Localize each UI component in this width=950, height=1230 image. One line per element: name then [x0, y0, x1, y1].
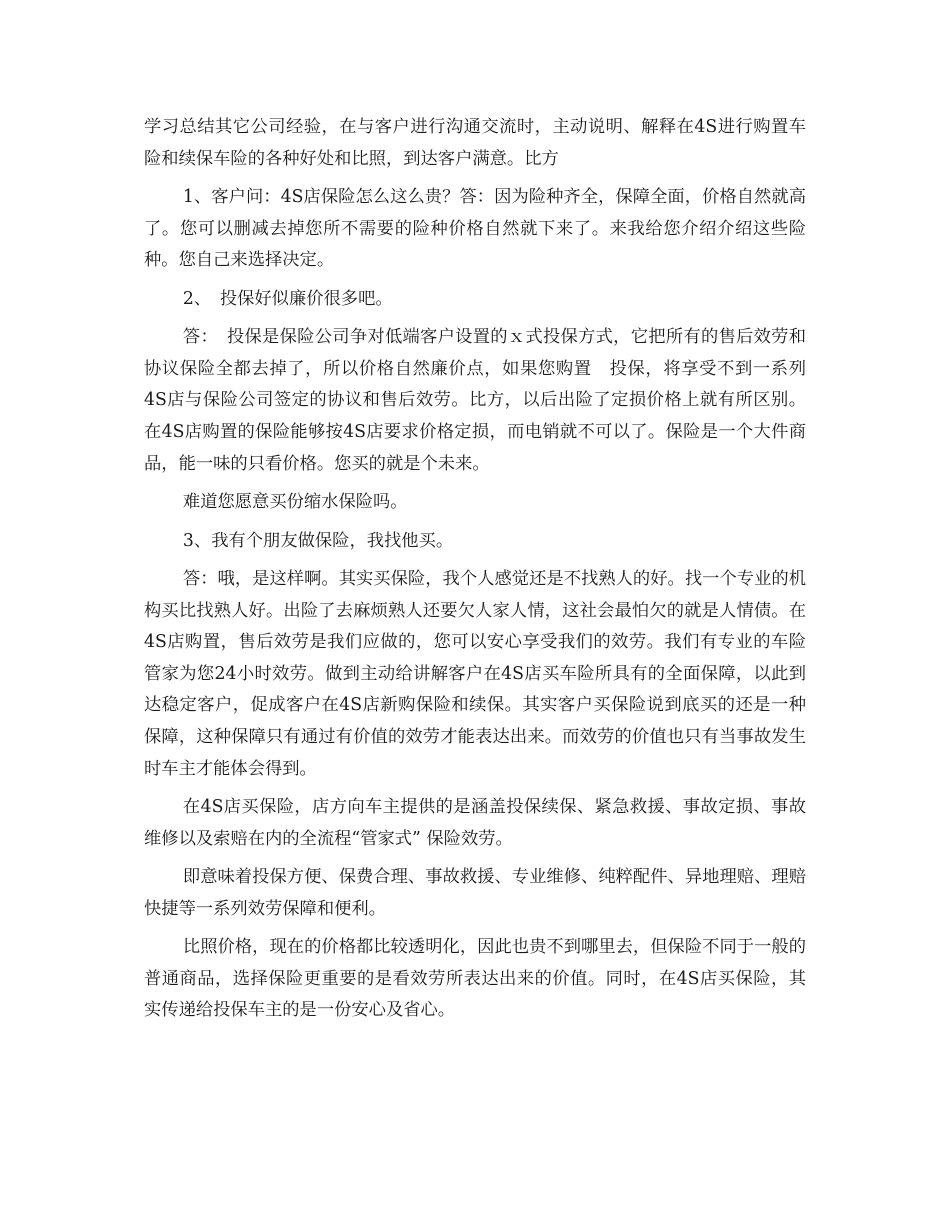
paragraph-4s-service: 在4S店买保险，店方向车主提供的是涵盖投保续保、紧急救援、事故定损、事故维修以及索赔在内的全流程“管家式” 保险效劳。 [144, 797, 806, 849]
paragraph-question-1: 1、客户问：4S店保险怎么这么贵？答：因为险种齐全，保障全面，价格自然就高了。您可以删减去掉您所不需要的险种价格自然就下来了。来我给您介绍介绍这些险种。您自己来选择决定。 [144, 187, 806, 271]
paragraph-answer-2: 答： 投保是保险公司争对低端客户设置的ｘ式投保方式，它把所有的售后效劳和协议保险全都去掉了，所以价格自然廉价点，如果您购置 投保，将享受不到一系列4S店与保险公司签定的协议和售后效劳。比方，以后出险了定损价格上就有所区别。在4S店购置的保险能够按4S店要求价格定损，而电销就不可以了。保险是一个大件商品，能一味的只看价格。您买的就是个未来。 [144, 327, 806, 474]
paragraph-question-2: 2、 投保好似廉价很多吧。 [182, 288, 393, 309]
paragraph-price-compare: 比照价格，现在的价格都比较透明化，因此也贵不到哪里去，但保险不同于一般的普通商品，选择保险更重要的是看效劳所表达出来的价值。同时，在4S店买保险，其实传递给投保车主的是一份安心及省心。 [144, 937, 806, 1021]
document-body [144, 112, 806, 1034]
paragraph-shrink-insurance: 难道您愿意买份缩水保险吗。 [182, 492, 408, 513]
paragraph-benefits: 即意味着投保方便、保费合理、事故救援、专业维修、纯粹配件、异地理赔、理赔快捷等一系列效劳保障和便利。 [144, 867, 806, 919]
paragraph-intro: 学习总结其它公司经验，在与客户进行沟通交流时，主动说明、解释在4S进行购置车险和续保车险的各种好处和比照，到达客户满意。比方 [144, 117, 806, 169]
paragraph-question-3: 3、我有个朋友做保险，我找他买。 [182, 530, 454, 551]
paragraph-answer-3: 答：哦，是这样啊。其实买保险，我个人感觉还是不找熟人的好。找一个专业的机构买比找熟人好。出险了去麻烦熟人还要欠人家人情，这社会最怕欠的就是人情债。在4S店购置，售后效劳是我们应做的，您可以安心享受我们的效劳。我们有专业的车险管家为您24小时效劳。做到主动给讲解客户在4S店买车险所具有的全面保障，以此到达稳定客户，促成客户在4S店新购保险和续保。其实客户买保险说到底买的还是一种保障，这种保障只有通过有价值的效劳才能表达出来。而效劳的价值也只有当事故发生时车主才能体会得到。 [144, 569, 806, 779]
